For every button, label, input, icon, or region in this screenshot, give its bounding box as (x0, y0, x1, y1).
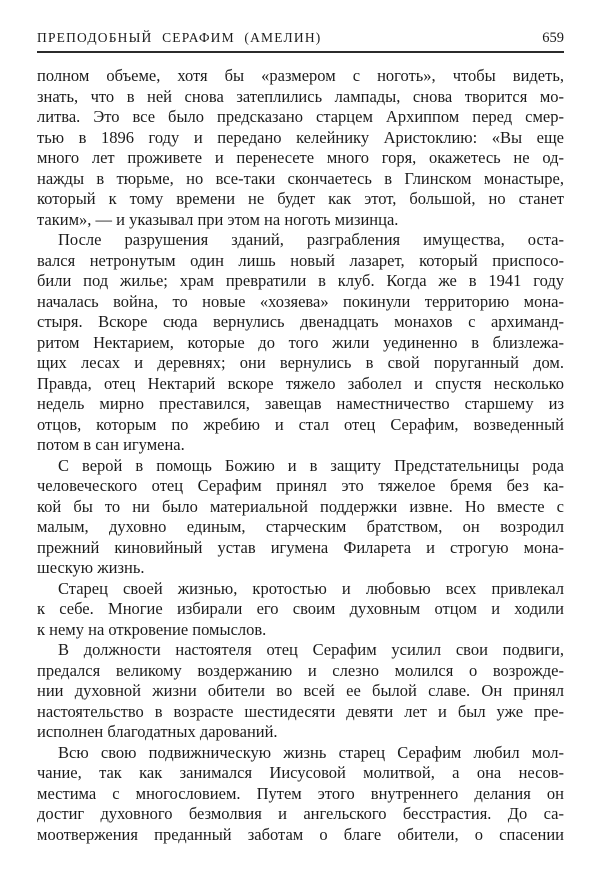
text-line: предался великому воздержанию и слезно молился о возрожде- (37, 660, 564, 680)
text-line: тью в 1896 году и передано келейнику Аристоклию: «Вы еще (37, 127, 564, 147)
text-line: настоятельство в возрасте шестидесяти девяти лет и был уже пре- (37, 701, 564, 721)
text-line: моотвержения преданный заботам о благе обители, о спасении (37, 824, 564, 844)
text-line: много лет проживете и перенесете много горя, окажетесь не од- (37, 148, 564, 167)
text-line: нажды в тюрьме, но все-таки скончаетесь в Глинском монастыре, (37, 168, 564, 188)
text-line: литва. Это все было предсказано старцем Архиппом перед смер- (37, 107, 564, 126)
text-line: Всю свою подвижническую жизнь старец Серафим любил мол- (58, 742, 564, 762)
text-line: В должности настоятеля отец Серафим усилил свои подвиги, (58, 640, 564, 659)
text-line: били под жилье; храм превратили в клуб. Когда же в 1941 году (37, 271, 564, 290)
text-line: вался нетронутым один лишь новый лазарет, который приспосо- (37, 250, 564, 270)
body-text (37, 66, 564, 845)
text-line: который к тому времени не будет как этот, большой, но станет (37, 189, 564, 208)
text-line: местима с многословием. Путем этого внутреннего делания он (37, 783, 564, 803)
running-title: ПРЕПОДОБНЫЙ СЕРАФИМ (АМЕЛИН) (37, 30, 322, 45)
text-line: Старец своей жизнью, кротостью и любовью всех привлекал (58, 578, 564, 598)
text-line: знать, что в ней снова затеплились лампады, снова творится мо- (37, 86, 564, 106)
text-line: исполнен благодатных дарований. (37, 722, 278, 741)
text-line: Правда, отец Нектарий вскоре тяжело заболел и спустя несколько (37, 373, 564, 393)
text-line: стыря. Вскоре сюда вернулись двенадцать монахов с архиманд- (37, 312, 564, 331)
text-line: человеческого отец Серафим принял это тяжелое бремя без ка- (37, 476, 564, 495)
text-line: щих лесах и деревнях; они вернулись в свой поруганный дом. (37, 353, 564, 372)
text-line: к нему на откровение помыслов. (37, 619, 267, 639)
text-line: После разрушения зданий, разграбления имущества, оста- (58, 230, 564, 249)
text-line: ритом Нектарием, которые до того жили уединенно в близлежа- (37, 332, 564, 352)
page-header (37, 30, 564, 47)
text-line: кой бы то ни было материальной поддержки извне. Но вместе с (37, 496, 564, 516)
text-line: нии духовной жизни обители во всей ее былой славе. Он принял (37, 681, 564, 700)
text-line: чание, так как занимался Иисусовой молитвой, а она несов- (37, 763, 564, 782)
text-line: полном объеме, хотя бы «размером с ноготь», чтобы видеть, (37, 66, 564, 85)
text-line: шескую жизнь. (37, 558, 145, 577)
text-line: отцов, которым по жребию и стал отец Серафим, возведенный (37, 414, 564, 434)
text-line: недель мирно преставился, завещав наместничество старшему из (37, 394, 564, 413)
header-rule (37, 51, 564, 53)
text-line: прежний киновийный устав игумена Филарета и строгую мона- (37, 537, 564, 557)
text-line: достиг духовного безмолвия и ангельского бесстрастия. До са- (37, 804, 564, 823)
text-line: таким», — и указывал при этом на ноготь мизинца. (37, 209, 399, 229)
text-line: началась война, то новые «хозяева» покинули территорию мона- (37, 291, 564, 311)
text-line: к себе. Многие избирали его своим духовным отцом и ходили (37, 599, 564, 618)
text-line: потом в сан игумена. (37, 435, 185, 454)
page-number: 659 (542, 30, 564, 46)
text-line: малым, духовно единым, старческим братством, он возродил (37, 517, 564, 536)
text-line: С верой в помощь Божию и в защиту Предстательницы рода (58, 455, 564, 475)
